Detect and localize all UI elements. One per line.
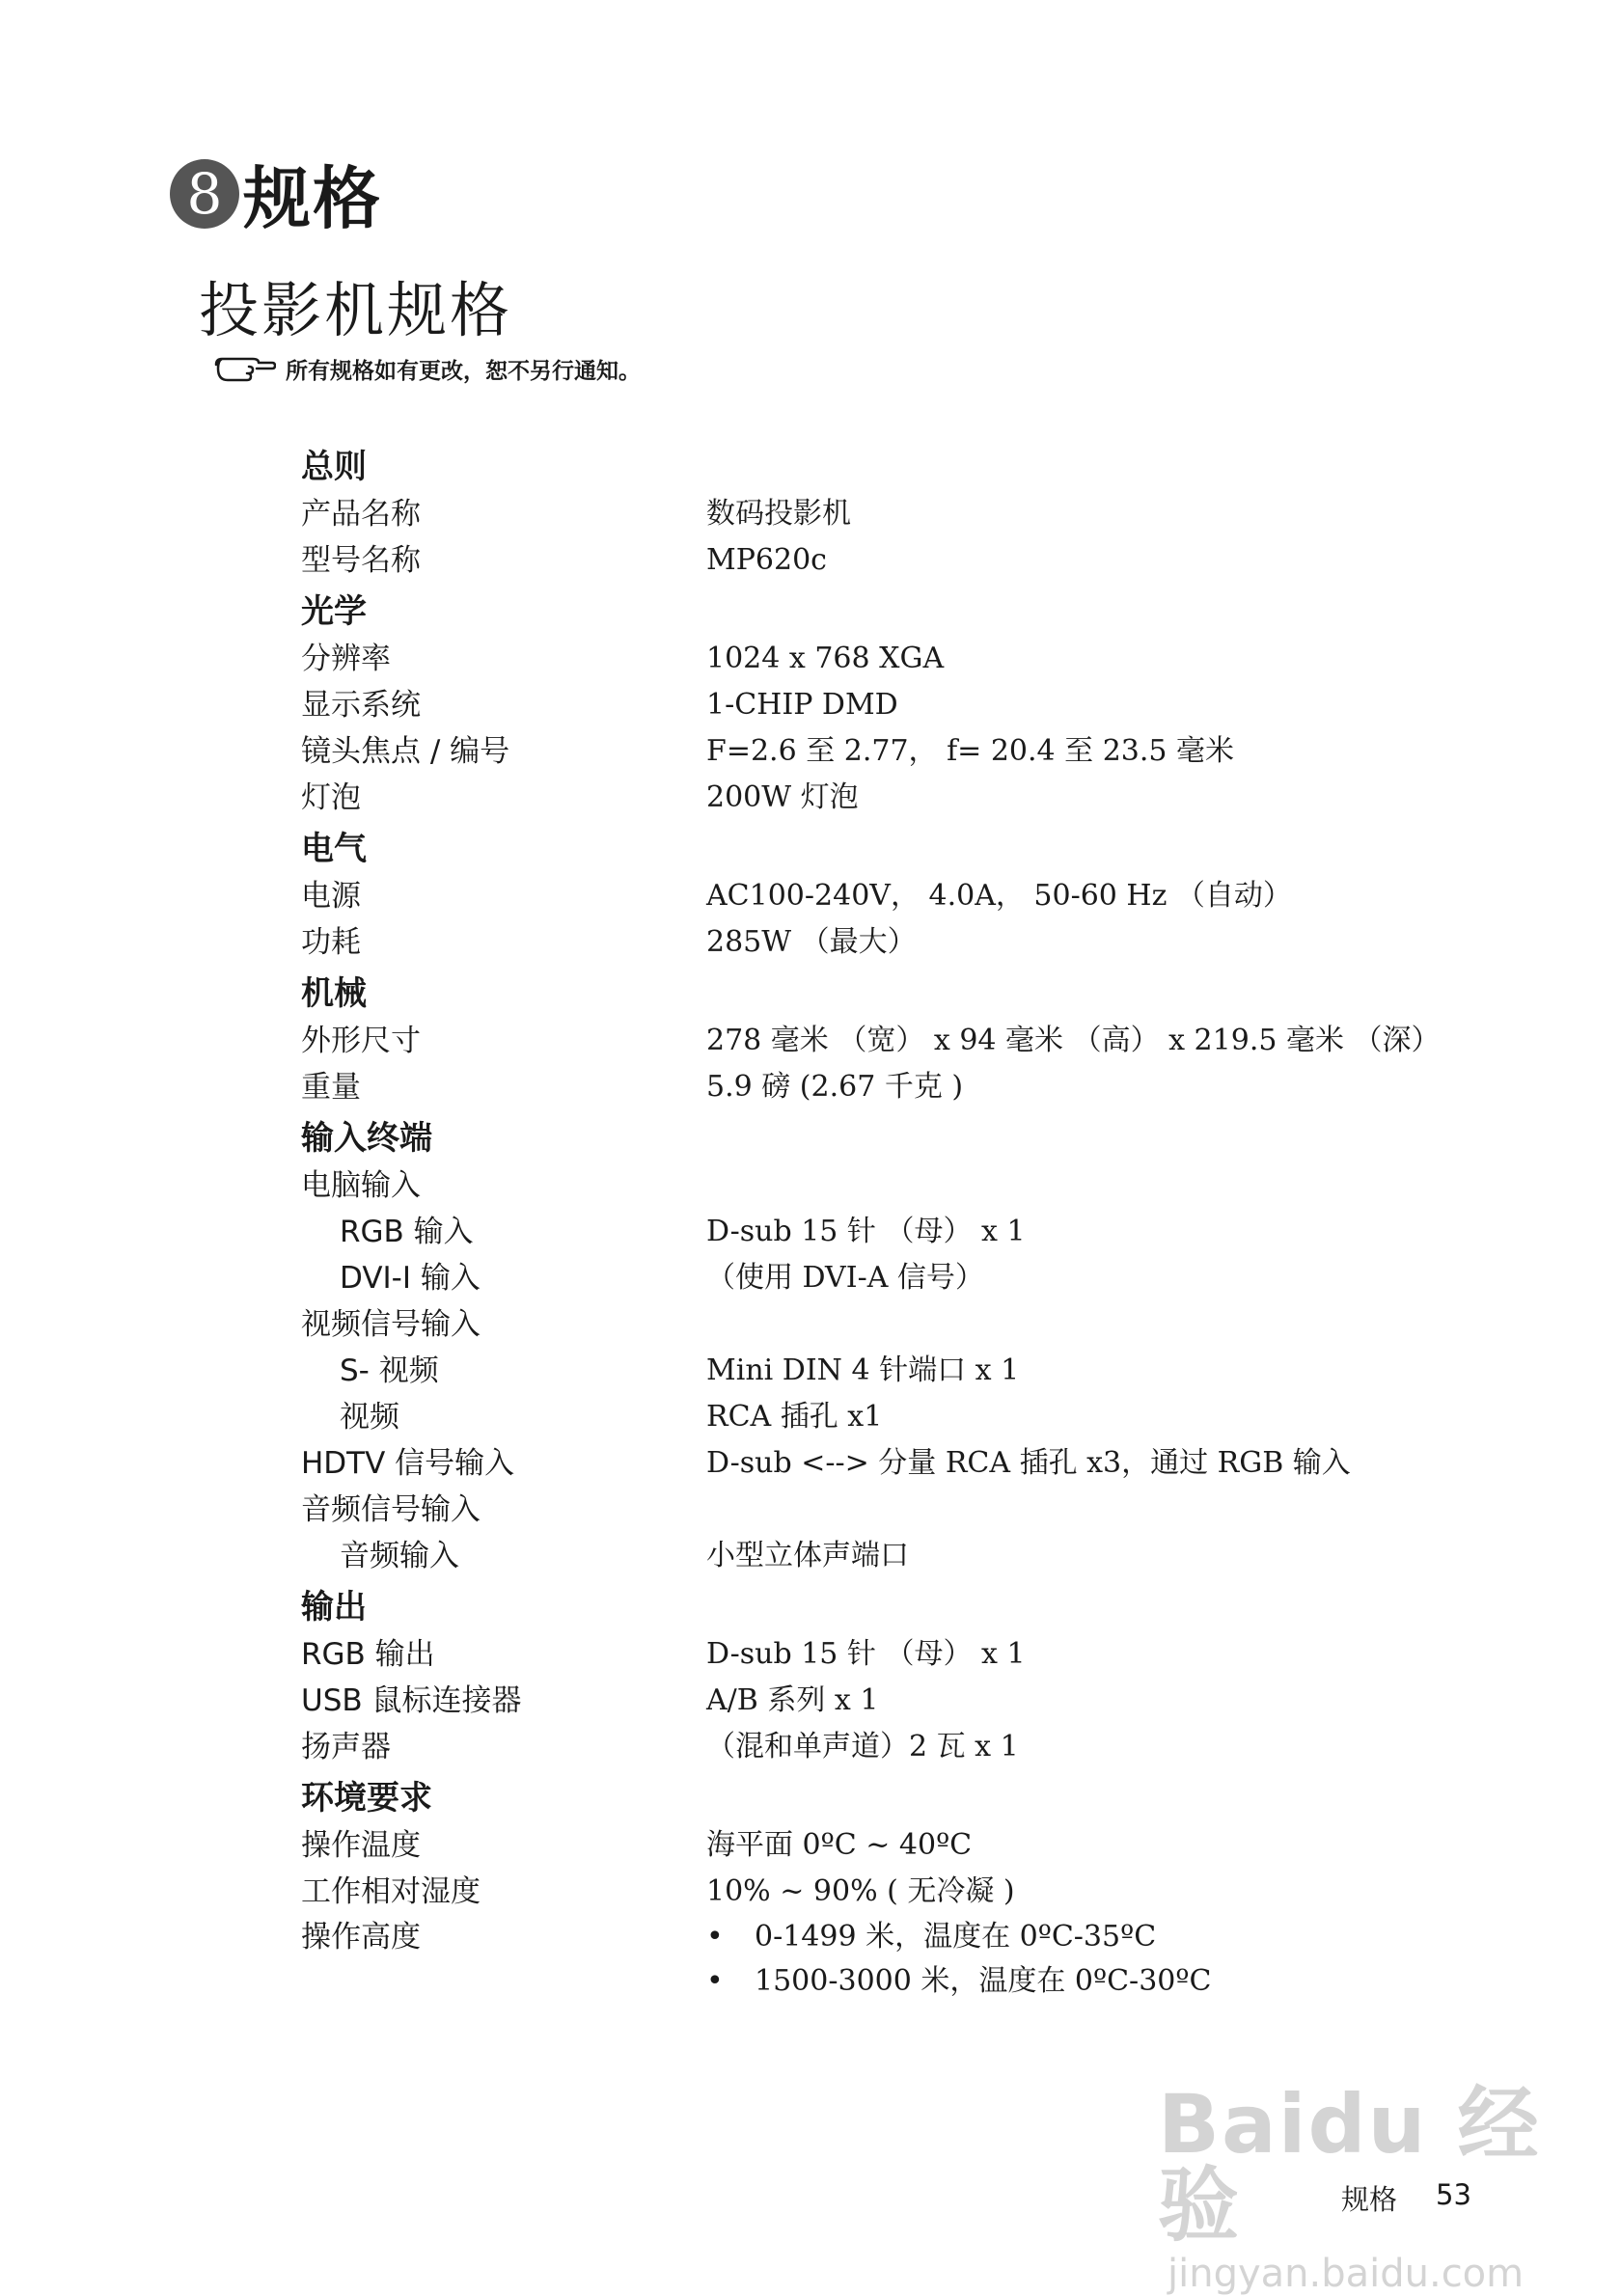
spec-value: D-sub 15 针 （母） x 1 bbox=[706, 1215, 1026, 1248]
spec-row bbox=[301, 775, 1517, 821]
spec-label: RGB 输入 bbox=[340, 1215, 474, 1249]
spec-value: （混和单声道）2 瓦 x 1 bbox=[706, 1730, 1019, 1763]
spec-label: USB 鼠标连接器 bbox=[301, 1683, 522, 1718]
spec-label: 扬声器 bbox=[301, 1730, 391, 1764]
section-title: 投影机规格 bbox=[199, 275, 513, 345]
spec-label: 工作相对湿度 bbox=[301, 1874, 481, 1909]
altitude-row bbox=[301, 1915, 1517, 1959]
spec-label: 电源 bbox=[301, 879, 361, 914]
altitude-row bbox=[301, 1959, 1517, 2004]
spec-row bbox=[301, 728, 1517, 775]
spec-row bbox=[301, 491, 1517, 537]
spec-value: D-sub 15 针 （母） x 1 bbox=[706, 1637, 1026, 1671]
spec-value: RCA 插孔 x1 bbox=[706, 1400, 883, 1434]
group-title: 电气 bbox=[301, 830, 367, 868]
spec-value: 200W 灯泡 bbox=[706, 780, 859, 814]
spec-value: 5.9 磅 (2.67 千克 ) bbox=[706, 1070, 964, 1104]
spec-row bbox=[301, 636, 1517, 682]
spec-row bbox=[301, 1678, 1517, 1724]
chapter-title: 规格 bbox=[243, 159, 382, 238]
group-title: 机械 bbox=[301, 974, 367, 1013]
spec-value: 数码投影机 bbox=[706, 497, 851, 531]
watermark-url: jingyan.baidu.com bbox=[1168, 2252, 1525, 2296]
spec-value: （使用 DVI-A 信号） bbox=[706, 1261, 984, 1295]
spec-row bbox=[301, 1487, 1517, 1533]
spec-label: 功耗 bbox=[301, 925, 361, 960]
spec-row bbox=[301, 1301, 1517, 1348]
footer-label: 规格 bbox=[1341, 2183, 1398, 2216]
spec-row bbox=[301, 1631, 1517, 1678]
group-title: 输入终端 bbox=[301, 1119, 432, 1158]
spec-value bbox=[706, 1487, 1517, 1533]
page-footer bbox=[1341, 2178, 1471, 2218]
spec-label: 显示系统 bbox=[301, 688, 421, 723]
chapter-heading bbox=[170, 145, 382, 242]
spec-label: 产品名称 bbox=[301, 497, 421, 532]
spec-value: 1500-3000 米，温度在 0ºC-30ºC bbox=[755, 1964, 1212, 1998]
bullet-icon: • bbox=[706, 1964, 724, 1998]
group-title: 总则 bbox=[301, 448, 367, 486]
note bbox=[214, 353, 641, 385]
spec-label: 视频 bbox=[340, 1400, 399, 1435]
spec-row bbox=[301, 873, 1517, 919]
spec-label: 重量 bbox=[301, 1070, 361, 1105]
spec-value: 0-1499 米，温度在 0ºC-35ºC bbox=[755, 1920, 1157, 1954]
spec-value: A/B 系列 x 1 bbox=[706, 1683, 879, 1717]
spec-value: 海平面 0ºC ~ 40ºC bbox=[706, 1828, 973, 1862]
spec-value: 278 毫米 （宽） x 94 毫米 （高） x 219.5 毫米 （深） bbox=[706, 1024, 1441, 1057]
spec-label: 视频信号输入 bbox=[301, 1307, 481, 1342]
page-number: 53 bbox=[1436, 2178, 1471, 2211]
spec-label: 操作高度 bbox=[301, 1920, 421, 1954]
spec-label: 灯泡 bbox=[301, 780, 361, 815]
note-text: 所有规格如有更改，恕不另行通知。 bbox=[286, 359, 641, 384]
spec-label: 型号名称 bbox=[301, 543, 421, 578]
spec-row bbox=[301, 1822, 1517, 1869]
spec-value: AC100-240V， 4.0A， 50-60 Hz （自动） bbox=[706, 879, 1292, 913]
spec-row bbox=[301, 1348, 1517, 1394]
spec-label: DVI-I 输入 bbox=[340, 1261, 481, 1296]
spec-row bbox=[301, 1869, 1517, 1915]
spec-label: S- 视频 bbox=[340, 1353, 439, 1388]
spec-label-empty bbox=[301, 1959, 706, 2004]
spec-value: 1-CHIP DMD bbox=[706, 688, 898, 722]
spec-row bbox=[301, 1064, 1517, 1110]
spec-row bbox=[301, 1533, 1517, 1579]
spec-row bbox=[301, 919, 1517, 966]
spec-label: 电脑输入 bbox=[301, 1168, 421, 1203]
spec-table bbox=[301, 439, 1517, 2004]
spec-label: 镜头焦点 / 编号 bbox=[301, 734, 510, 769]
spec-value: D-sub <--> 分量 RCA 插孔 x3，通过 RGB 输入 bbox=[706, 1446, 1351, 1480]
spec-label: 操作温度 bbox=[301, 1828, 421, 1863]
spec-label: 外形尺寸 bbox=[301, 1024, 421, 1058]
spec-label: 分辨率 bbox=[301, 642, 391, 676]
spec-value bbox=[706, 1162, 1517, 1209]
group-title: 环境要求 bbox=[301, 1779, 432, 1818]
spec-value: 285W （最大） bbox=[706, 925, 917, 959]
spec-row bbox=[301, 1394, 1517, 1440]
group-title: 输出 bbox=[301, 1588, 367, 1626]
spec-label: 音频信号输入 bbox=[301, 1492, 481, 1527]
spec-label: RGB 输出 bbox=[301, 1637, 435, 1672]
spec-label: 音频输入 bbox=[340, 1539, 459, 1573]
spec-value: 小型立体声端口 bbox=[706, 1539, 909, 1572]
chapter-number-badge: 8 bbox=[170, 159, 239, 229]
watermark-logo: Baidu 经验 bbox=[1158, 2077, 1541, 2253]
spec-row bbox=[301, 1440, 1517, 1487]
spec-value: 10% ~ 90% ( 无冷凝 ) bbox=[706, 1874, 1015, 1908]
group-title: 光学 bbox=[301, 592, 367, 631]
spec-row bbox=[301, 537, 1517, 584]
spec-value: 1024 x 768 XGA bbox=[706, 642, 945, 675]
pointing-hand-icon bbox=[214, 355, 276, 384]
spec-row bbox=[301, 1255, 1517, 1301]
spec-row bbox=[301, 1209, 1517, 1255]
spec-row bbox=[301, 1018, 1517, 1064]
spec-row bbox=[301, 1724, 1517, 1770]
bullet-icon: • bbox=[706, 1920, 724, 1954]
spec-value: MP620c bbox=[706, 543, 827, 577]
spec-row bbox=[301, 1162, 1517, 1209]
spec-row bbox=[301, 682, 1517, 728]
spec-value: Mini DIN 4 针端口 x 1 bbox=[706, 1353, 1020, 1387]
spec-value: F=2.6 至 2.77， f= 20.4 至 23.5 毫米 bbox=[706, 734, 1235, 768]
spec-label: HDTV 信号输入 bbox=[301, 1446, 515, 1481]
spec-value bbox=[706, 1301, 1517, 1348]
